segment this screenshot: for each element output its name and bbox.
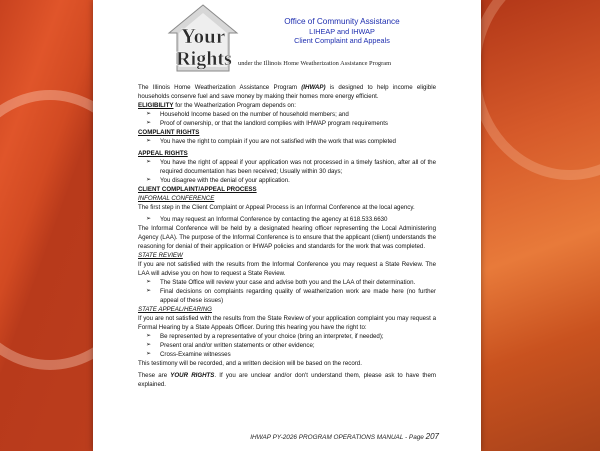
- complaint-rights-heading: COMPLAINT RIGHTS: [138, 129, 200, 136]
- eligibility-heading: ELIGIBILITY for the Weatherization Program depends on:: [138, 102, 296, 109]
- intro-paragraph: The Illinois Home Weatherization Assistance Program (IHWAP) is designed to help income eligible households conserve fuel and save money by making their homes more energy efficient.: [138, 84, 436, 100]
- list-item: ➢ You may request an Informal Conference by contacting the agency at 618.533.6630: [146, 216, 388, 223]
- list-item: ➢ Household Income based on the number of household members; and: [146, 111, 349, 118]
- informal-paragraph-1: The first step in the Client Complaint or Appeal Process is an Informal Conference at the local agency.: [138, 204, 415, 211]
- list-item: ➢ Cross-Examine witnesses: [146, 351, 231, 358]
- logo-word-your: Your: [180, 24, 226, 48]
- header-office: Office of Community Assistance: [284, 17, 400, 26]
- state-appeal-heading: STATE APPEAL/HEARING: [138, 306, 212, 313]
- list-item: ➢ Final decisions on complaints regarding quality of weatherization work are made here (no further appeal of these issues): [146, 288, 436, 304]
- document-header: [253, 17, 431, 46]
- page-number: 207: [425, 432, 439, 441]
- testimony-paragraph: This testimony will be recorded, and a written decision will be based on the record.: [138, 360, 362, 367]
- list-item: ➢ You have the right of appeal if your application was not processed in a timely fashion, after all of the required documentation has been received; Usually within 30 days;: [146, 159, 436, 175]
- header-topic: Client Complaint and Appeals: [294, 36, 390, 46]
- page-footer: [250, 432, 439, 441]
- list-item: ➢ Present oral and/or written statements or other evidence;: [146, 342, 315, 349]
- header-program: LIHEAP and IHWAP: [309, 26, 375, 36]
- state-review-heading: STATE REVIEW: [138, 252, 183, 259]
- your-rights-logo: [167, 3, 239, 73]
- list-item: ➢ The State Office will review your case and advise both you and the LAA of their determination.: [146, 279, 416, 286]
- closing-paragraph: These are YOUR RIGHTS. If you are unclear and/or don't understand them, please ask to have them explained.: [138, 372, 436, 388]
- state-appeal-paragraph: If you are not satisfied with the results from the State Review of your application complaint you may request a Formal Hearing by a State Appeals Officer. During this hearing you have the right to:: [138, 315, 436, 331]
- appeal-rights-heading: APPEAL RIGHTS: [138, 150, 188, 157]
- informal-conference-heading: INFORMAL CONFERENCE: [138, 195, 215, 202]
- list-item: ➢ Be represented by a representative of your choice (bring an interpreter, if needed);: [146, 333, 384, 340]
- document-subtitle: under the Illinois Home Weatherization Assistance Program: [238, 60, 392, 67]
- document-body: [138, 83, 436, 389]
- footer-text: IHWAP PY-2026 PROGRAM OPERATIONS MANUAL - Page: [250, 434, 426, 441]
- list-item: ➢ You have the right to complain if you are not satisfied with the work that was completed: [146, 138, 396, 145]
- list-item: ➢ You disagree with the denial of your application.: [146, 177, 290, 184]
- document-page: [93, 0, 481, 451]
- list-item: ➢ Proof of ownership, or that the landlord complies with IHWAP program requirements: [146, 120, 388, 127]
- process-heading: CLIENT COMPLAINT/APPEAL PROCESS: [138, 186, 257, 193]
- informal-paragraph-2: The Informal Conference will be held by a designated hearing officer representing the Local Administering Agency (LAA). The purpose of the Informal Conference is to ensure that the applicant (client) understands the reasoning for denial of their application or IHWAP policies and standards for the work that was completed.: [138, 225, 436, 250]
- state-review-paragraph: If you are not satisfied with the results from the Informal Conference you may request a State Review. The LAA will advise you on how to request a State Review.: [138, 261, 436, 277]
- logo-word-rights: Rights: [176, 48, 232, 70]
